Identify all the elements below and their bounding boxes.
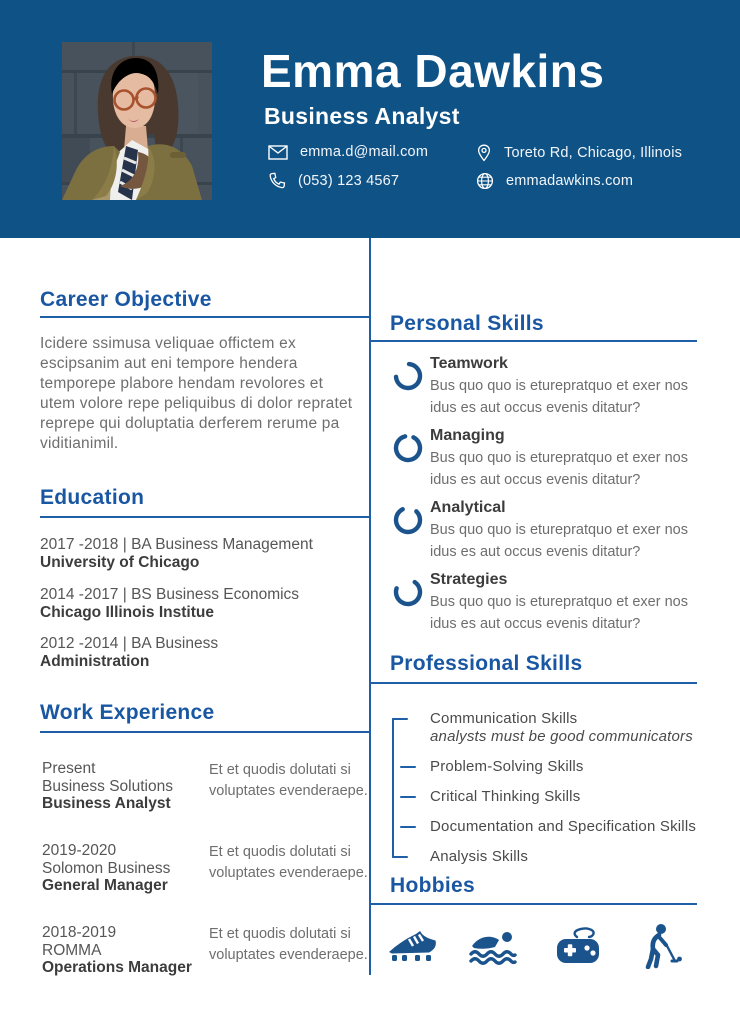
section-title-work-experience: Work Experience <box>40 701 215 724</box>
skill-name: Teamwork <box>430 355 508 372</box>
skill-description: Bus quo quo is eturepratquo et exer nos idus es aut occus evenis ditatur? <box>430 450 688 488</box>
section-rule <box>370 340 697 342</box>
education-school: Administration <box>40 653 150 670</box>
section-title-career-objective: Career Objective <box>40 288 212 311</box>
experience-description: Et et quodis dolutati si voluptates evenderaepe. <box>209 762 368 799</box>
contact-phone <box>268 172 399 189</box>
skill-name: Strategies <box>430 571 508 588</box>
experience-company: ROMMA <box>42 941 102 959</box>
personal-skill-item <box>393 571 693 635</box>
section-rule <box>370 682 697 684</box>
education-degree: 2017 -2018 | BA Business Management <box>40 536 313 553</box>
education-school: University of Chicago <box>40 554 200 571</box>
experience-row <box>42 924 370 977</box>
envelope-icon <box>268 145 288 160</box>
skill-description: Bus quo quo is eturepratquo et exer nos idus es aut occus evenis ditatur? <box>430 522 688 560</box>
contact-address <box>476 144 682 162</box>
education-degree: 2014 -2017 | BS Business Economics <box>40 586 300 603</box>
section-title-professional-skills: Professional Skills <box>390 652 583 675</box>
phone-icon <box>268 172 286 189</box>
professional-skill: Analysis Skills <box>430 848 529 865</box>
skill-description: Bus quo quo is eturepratquo et exer nos idus es aut occus evenis ditatur? <box>430 594 688 632</box>
career-objective-text: Icidere ssimusa veliquae offictem ex escipsanim aut eni tempore hendera temporepe plabore hendam revolores et utem volore repe peliquibus di dolor repratet reprepe qui doluptatia derferem rerume pa viditianimil. <box>40 335 353 452</box>
skill-ring-icon <box>393 505 423 535</box>
professional-skill: Problem-Solving Skills <box>430 758 584 775</box>
person-name: Emma Dawkins <box>261 45 605 97</box>
personal-skill-item <box>393 427 693 491</box>
experience-role: General Manager <box>42 877 168 894</box>
address-value: Toreto Rd, Chicago, Illinois <box>504 145 683 161</box>
skill-name: Managing <box>430 427 505 444</box>
swimming-icon <box>468 926 520 966</box>
experience-period: 2019-2020 <box>42 842 117 859</box>
personal-skill-item <box>393 499 693 563</box>
bracket-tick <box>392 718 408 720</box>
experience-period: 2018-2019 <box>42 924 117 941</box>
education-item <box>40 635 370 671</box>
section-rule <box>370 903 697 905</box>
person-job-title: Business Analyst <box>264 103 460 129</box>
header-banner <box>0 0 740 238</box>
bracket-line <box>392 718 394 858</box>
skill-description: Bus quo quo is eturepratquo et exer nos idus es aut occus evenis ditatur? <box>430 378 688 416</box>
experience-description: Et et quodis dolutati si voluptates evenderaepe. <box>209 844 368 881</box>
bracket-tick <box>400 796 416 798</box>
bracket-tick <box>400 826 416 828</box>
gamepad-icon <box>549 925 605 967</box>
personal-skill-item <box>393 355 693 419</box>
contact-email <box>268 144 428 160</box>
professional-skills-list <box>392 706 698 866</box>
education-item <box>40 586 370 622</box>
globe-icon <box>476 172 494 190</box>
section-rule <box>40 516 370 518</box>
hobbies-icons <box>372 918 697 974</box>
skill-name: Analytical <box>430 499 506 516</box>
education-degree: 2012 -2014 | BA Business <box>40 635 219 652</box>
section-title-education: Education <box>40 486 145 509</box>
experience-period: Present <box>42 760 96 777</box>
phone-value[interactable]: (053) 123 4567 <box>298 172 400 189</box>
section-rule <box>40 316 370 318</box>
skill-ring-icon <box>393 433 423 463</box>
experience-role: Business Analyst <box>42 795 171 812</box>
education-school: Chicago Illinois Institue <box>40 604 214 621</box>
location-pin-icon <box>476 144 492 162</box>
experience-description: Et et quodis dolutati si voluptates evenderaepe. <box>209 926 368 963</box>
experience-row <box>42 760 370 813</box>
email-value[interactable]: emma.d@mail.com <box>300 144 429 160</box>
professional-skill: Documentation and Specification Skills <box>430 818 697 835</box>
website-value[interactable]: emmadawkins.com <box>506 173 634 189</box>
soccer-cleat-icon <box>387 926 439 966</box>
skill-ring-icon <box>393 577 423 607</box>
experience-row <box>42 842 370 895</box>
professional-skill: Communication Skills <box>430 710 578 727</box>
bracket-tick <box>392 856 408 858</box>
skill-ring-icon <box>393 361 423 391</box>
experience-company: Business Solutions <box>42 777 173 795</box>
profile-photo-illustration <box>62 42 212 200</box>
bracket-tick <box>400 766 416 768</box>
professional-skill: Critical Thinking Skills <box>430 788 581 805</box>
professional-skill-note: analysts must be good communicators <box>430 728 693 745</box>
section-title-personal-skills: Personal Skills <box>390 312 544 335</box>
education-item <box>40 536 370 572</box>
section-rule <box>40 731 370 733</box>
experience-company: Solomon Business <box>42 859 171 877</box>
section-title-hobbies: Hobbies <box>390 874 475 897</box>
profile-photo <box>62 42 212 200</box>
experience-role: Operations Manager <box>42 959 192 976</box>
contact-website <box>476 172 633 190</box>
golf-icon <box>634 923 682 969</box>
